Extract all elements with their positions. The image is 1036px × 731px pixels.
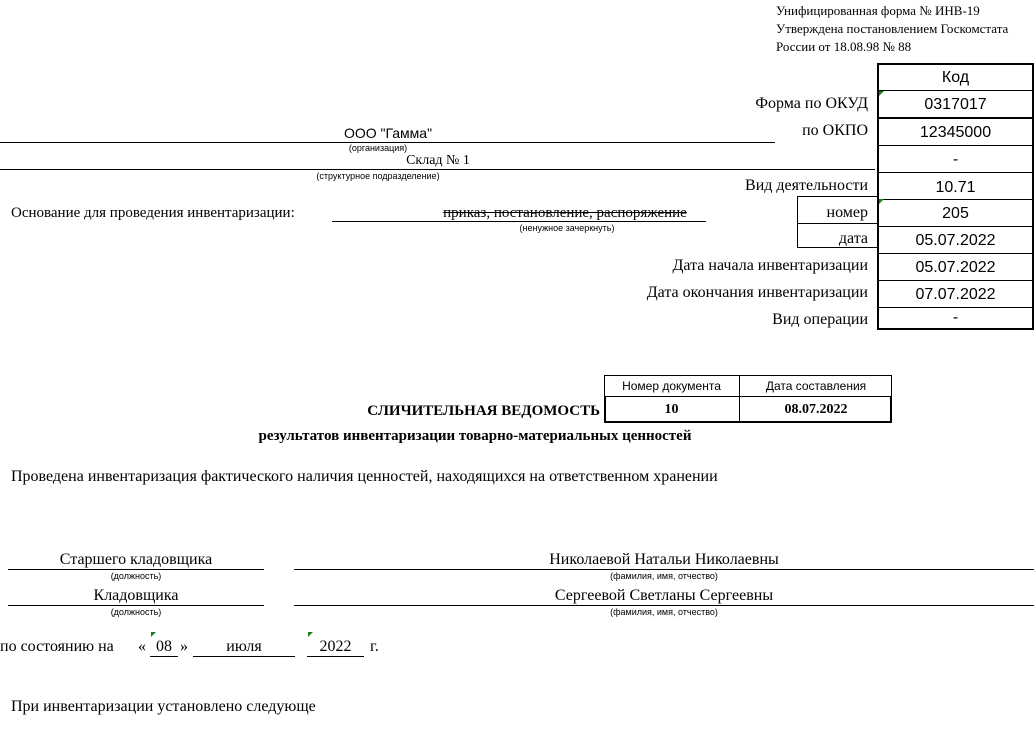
as-of-month: июля bbox=[226, 638, 262, 655]
cell-marker-icon bbox=[879, 199, 884, 204]
okpo-code: 12345000 bbox=[879, 119, 1032, 146]
name-line bbox=[294, 605, 1034, 606]
name-caption: (фамилия, имя, отчество) bbox=[610, 607, 718, 617]
year-suffix: г. bbox=[370, 638, 379, 655]
cell-marker-icon bbox=[879, 91, 884, 96]
person-name: Николаевой Натальи Николаевны bbox=[549, 551, 779, 568]
form-header-line3: России от 18.08.98 № 88 bbox=[776, 39, 912, 54]
structural-unit-caption: (структурное подразделение) bbox=[316, 171, 440, 181]
number-label: номер bbox=[826, 204, 868, 221]
form-header-line2: Утверждена постановлением Госкомстата bbox=[776, 21, 1009, 36]
codes-box bbox=[877, 63, 1034, 330]
person-name: Сергеевой Светланы Сергеевны bbox=[554, 587, 774, 604]
start-label: Дата начала инвентаризации bbox=[672, 257, 868, 274]
position-line bbox=[8, 605, 264, 606]
basis-number: 205 bbox=[879, 200, 1032, 227]
codes-title: Код bbox=[879, 65, 1032, 91]
position-caption: (должность) bbox=[110, 571, 162, 581]
basis-line bbox=[332, 221, 706, 222]
operation-label: Вид операции bbox=[772, 311, 868, 328]
operation-code: - bbox=[952, 309, 959, 326]
established-text: При инвентаризации установлено следующе bbox=[11, 698, 316, 715]
document-date-header: Дата составления bbox=[765, 379, 867, 393]
as-of-day: 08 bbox=[156, 638, 172, 655]
day-line bbox=[150, 656, 178, 657]
subdivision-code: - bbox=[879, 146, 1032, 173]
document-number-header: Номер документа bbox=[622, 379, 721, 393]
document-title: СЛИЧИТЕЛЬНАЯ ВЕДОМОСТЬ bbox=[367, 403, 600, 419]
close-quote: » bbox=[180, 638, 188, 655]
document-table bbox=[604, 375, 892, 423]
document-number: 10 bbox=[664, 402, 679, 417]
start-date: 05.07.2022 bbox=[879, 254, 1032, 281]
position-caption: (должность) bbox=[110, 607, 162, 617]
activity-code: 10.71 bbox=[879, 173, 1032, 200]
name-caption: (фамилия, имя, отчество) bbox=[610, 571, 718, 581]
person-position: Кладовщика bbox=[93, 587, 179, 604]
name-line bbox=[294, 569, 1034, 570]
basis-caption: (ненужное зачеркнуть) bbox=[519, 223, 615, 233]
organization-name: ООО "Гамма" bbox=[343, 125, 433, 141]
year-line bbox=[307, 656, 364, 657]
as-of-year: 2022 bbox=[319, 638, 352, 655]
document-subtitle: результатов инвентаризации товарно-материальных ценностей bbox=[258, 428, 692, 444]
document-date: 08.07.2022 bbox=[784, 402, 848, 417]
conducted-text: Проведена инвентаризация фактического наличия ценностей, находящихся на ответственном хранении bbox=[11, 468, 718, 485]
cell-marker-icon bbox=[151, 632, 156, 637]
okud-code: 0317017 bbox=[879, 91, 1032, 119]
activity-label: Вид деятельности bbox=[745, 177, 868, 194]
form-header-line1: Унифицированная форма № ИНВ-19 bbox=[776, 3, 980, 18]
cell-marker-icon bbox=[308, 632, 313, 637]
date-label: дата bbox=[838, 230, 868, 247]
month-line bbox=[193, 656, 295, 657]
structural-unit: Склад № 1 bbox=[406, 153, 470, 168]
organization-caption: (организация) bbox=[348, 143, 408, 153]
okpo-label: по ОКПО bbox=[802, 122, 868, 139]
basis-date: 05.07.2022 bbox=[879, 227, 1032, 254]
end-date: 07.07.2022 bbox=[879, 281, 1032, 308]
basis-value: приказ, постановление, распоряжение bbox=[443, 205, 687, 221]
end-label: Дата окончания инвентаризации bbox=[646, 284, 868, 301]
as-of-label: по состоянию на bbox=[0, 638, 114, 655]
structural-unit-line bbox=[0, 169, 875, 170]
position-line bbox=[8, 569, 264, 570]
basis-label: Основание для проведения инвентаризации: bbox=[11, 205, 295, 221]
okud-label: Форма по ОКУД bbox=[755, 95, 868, 112]
person-position: Старшего кладовщика bbox=[59, 551, 213, 568]
open-quote: « bbox=[138, 638, 146, 655]
